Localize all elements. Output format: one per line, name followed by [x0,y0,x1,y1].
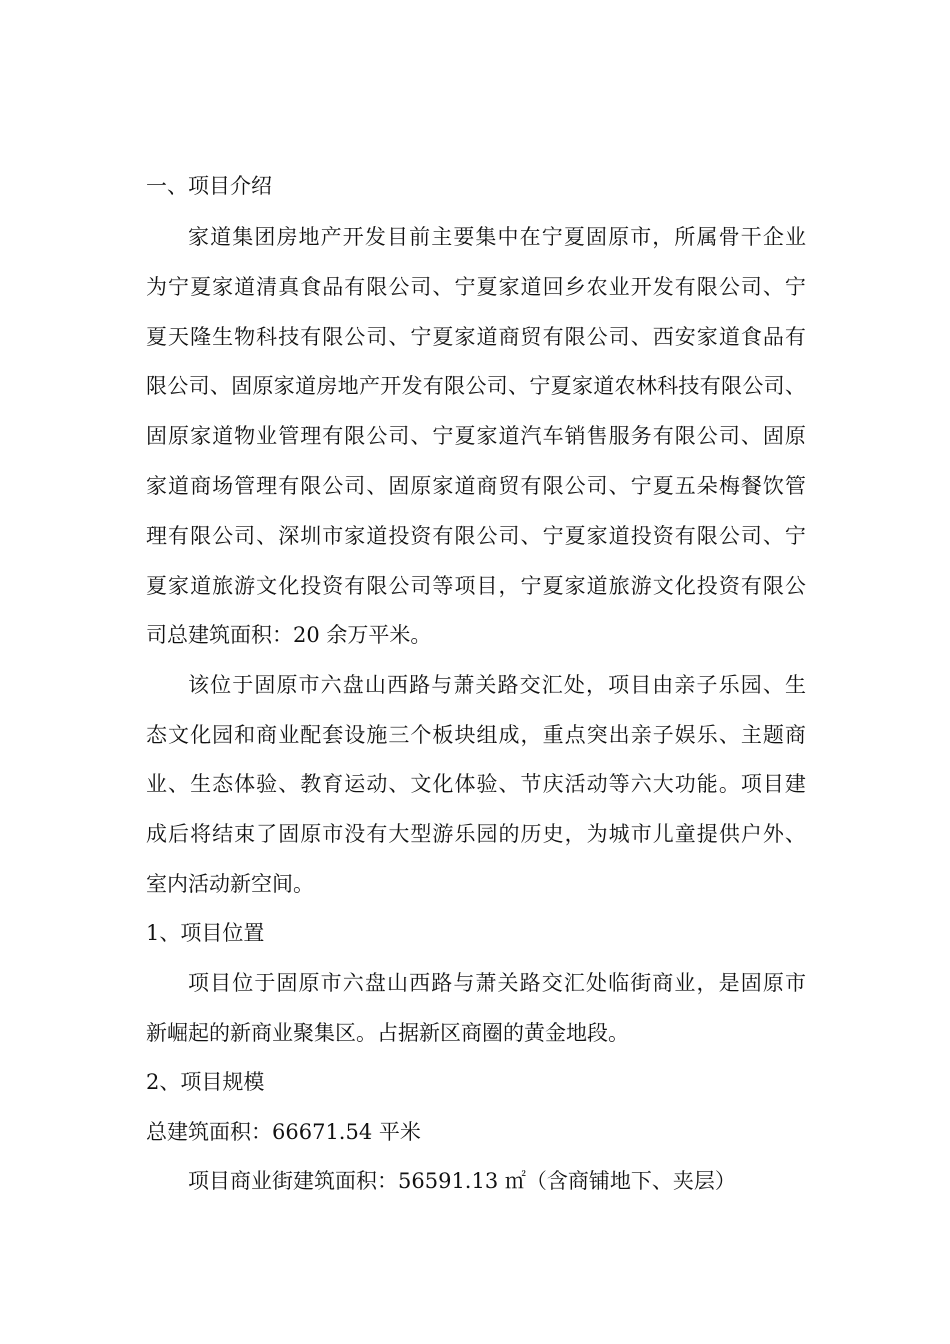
paragraph-line: 为 宁 夏 家 道 清 真 食 品 有 限 公 司 、 宁 夏 家 道 回 乡 农 业 开 发 有 限 公 司 、 宁 [146,275,806,299]
paragraph-line: 项 目 位 于 固 原 市 六 盘 山 西 路 与 萧 关 路 交 汇 处 临 街 商 业 ， 是 固 原 市 [188,971,806,995]
paragraph-line: 固 原 家 道 物 业 管 理 有 限 公 司 、 宁 夏 家 道 汽 车 销 售 服 务 有 限 公 司 、 固 原 [146,424,806,448]
paragraph-line: 该 位 于 固 原 市 六 盘 山 西 路 与 萧 关 路 交 汇 处 ， 项 目 由 亲 子 乐 园 、 生 [188,673,806,697]
paragraph-line: 室内活动新空间。 [146,872,314,896]
paragraph-line: 家 道 商 场 管 理 有 限 公 司 、 固 原 家 道 商 贸 有 限 公 司 、 宁 夏 五 朵 梅 餐 饮 管 [146,474,806,498]
section-heading-scale: 2、项目规模 [146,1070,265,1094]
paragraph-line: 业 、 生 态 体 验 、 教 育 运 动 、 文 化 体 验 、 节 庆 活 动 等 六 大 功 能 。 项 目 建 [146,772,806,796]
paragraph-line: 限 公 司 、 固 原 家 道 房 地 产 开 发 有 限 公 司 、 宁 夏 家 道 农 林 科 技 有 限 公 司 、 [146,374,806,398]
paragraph-line: 夏 天 隆 生 物 科 技 有 限 公 司 、 宁 夏 家 道 商 贸 有 限 公 司 、 西 安 家 道 食 品 有 [146,325,806,349]
paragraph-line: 新崛起的新商业聚集区。占据新区商圈的黄金地段。 [146,1021,629,1045]
section-heading-intro: 一、项目介绍 [146,174,272,198]
paragraph-line: 家 道 集 团 房 地 产 开 发 目 前 主 要 集 中 在 宁 夏 固 原 市 ， 所 属 骨 干 企 业 [188,225,806,249]
paragraph-line: 成 后 将 结 束 了 固 原 市 没 有 大 型 游 乐 园 的 历 史 ， 为 城 市 儿 童 提 供 户 外 、 [146,822,806,846]
paragraph-line: 司总建筑面积：20 余万平米。 [146,623,432,647]
total-area-text: 总建筑面积：66671.54 平米 [146,1120,421,1144]
paragraph-line: 理 有 限 公 司 、 深 圳 市 家 道 投 资 有 限 公 司 、 宁 夏 家 道 投 资 有 限 公 司 、 宁 [146,524,806,548]
paragraph-line: 态 文 化 园 和 商 业 配 套 设 施 三 个 板 块 组 成 ， 重 点 突 出 亲 子 娱 乐 、 主 题 商 [146,723,806,747]
paragraph-line: 夏 家 道 旅 游 文 化 投 资 有 限 公 司 等 项 目 ， 宁 夏 家 道 旅 游 文 化 投 资 有 限 公 [146,574,806,598]
commercial-area-text: 项目商业街建筑面积：56591.13 ㎡（含商铺地下、夹层） [188,1169,736,1193]
section-heading-location: 1、项目位置 [146,921,265,945]
